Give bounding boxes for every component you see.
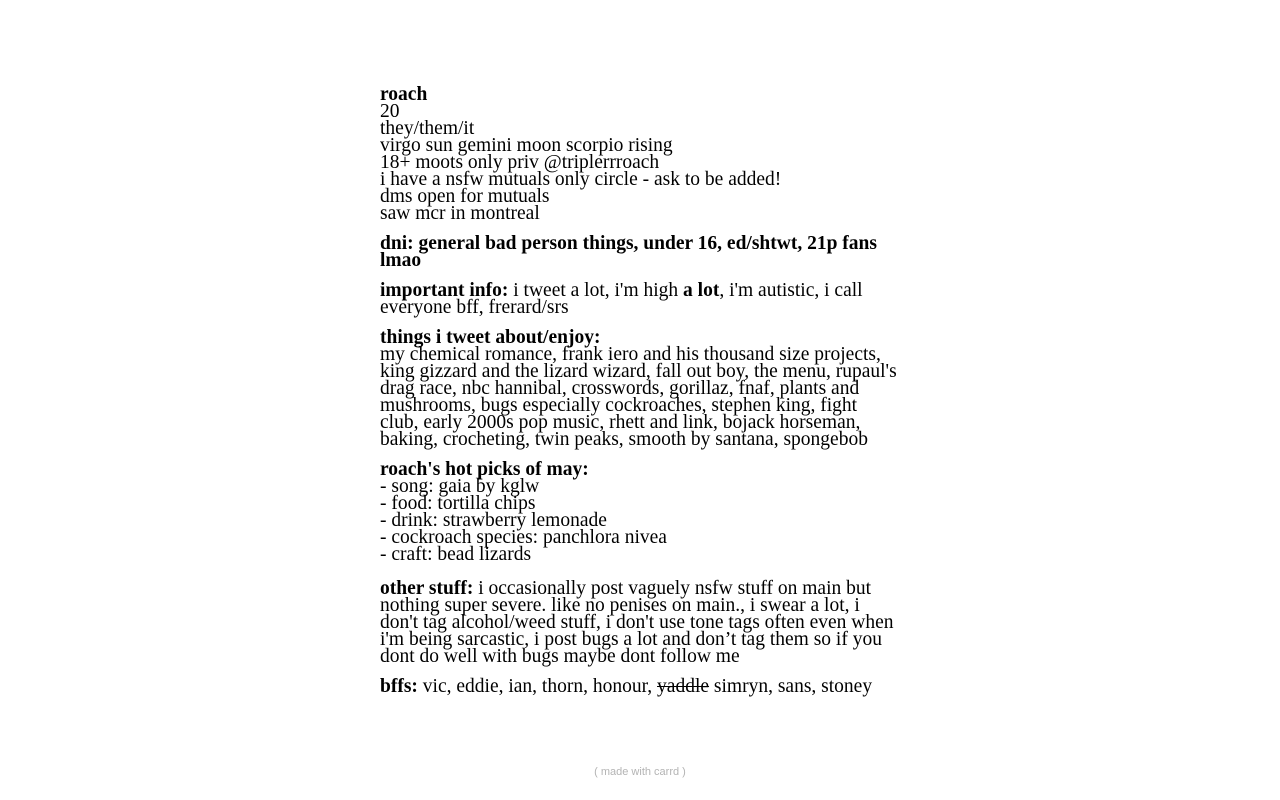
other-stuff-section <box>380 580 900 665</box>
hot-pick-drink: - drink: strawberry lemonade <box>380 510 607 531</box>
bffs-struck-name: yaddle <box>657 676 710 697</box>
profile-pronouns: they/them/it <box>380 118 475 139</box>
hot-pick-song: - song: gaia by kglw <box>380 476 540 497</box>
things-section <box>380 329 900 448</box>
profile-content <box>380 86 900 695</box>
hot-picks-label: roach's hot picks of may: <box>380 459 589 480</box>
hot-picks-section <box>380 461 900 563</box>
important-info-section <box>380 282 900 316</box>
bffs-text-before: vic, eddie, ian, thorn, honour, <box>417 676 658 697</box>
profile-name: roach <box>380 84 428 105</box>
hot-pick-food: - food: tortilla chips <box>380 493 536 514</box>
things-text: my chemical romance, frank iero and his thousand size projects, king gizzard and the lizard wizard, fall out boy, the menu, rupaul's drag race, nbc hannibal, crosswords, gorillaz, fnaf, plants and mushrooms, bugs especially cockroaches, stephen king, fight club, early 2000s pop music, rhett and link, bojack horseman, baking, crocheting, twin peaks, smooth by santana, spongebob <box>380 344 897 450</box>
profile-nsfw-circle: i have a nsfw mutuals only circle - ask to be added! <box>380 169 782 190</box>
profile-dms: dms open for mutuals <box>380 186 550 207</box>
hot-pick-cockroach: - cockroach species: panchlora nivea <box>380 527 667 548</box>
profile-astrology: virgo sun gemini moon scorpio rising <box>380 135 673 156</box>
important-info-text-before: i tweet a lot, i'm high <box>508 280 684 301</box>
other-stuff-label: other stuff: <box>380 578 474 599</box>
bffs-section <box>380 678 900 695</box>
other-stuff-text: i occasionally post vaguely nsfw stuff on main but nothing super severe. like no penises on main., i swear a lot, i don't tag alcohol/weed stuff, i don't use tone tags often even when i'm being sarcastic, i post bugs a lot and don’t tag them so if you dont do well with bugs maybe dont follow me <box>380 578 894 667</box>
bffs-label: bffs: <box>380 676 418 697</box>
important-info-label: important info: <box>380 280 509 301</box>
bffs-text-after: simryn, sans, stoney <box>709 676 873 697</box>
dni-text: dni: general bad person things, under 16, ed/shtwt, 21p fans lmao <box>380 233 877 271</box>
made-with-carrd-link[interactable]: ( made with carrd ) <box>594 766 686 778</box>
profile-priv-account: 18+ moots only priv @triplerrroach <box>380 152 660 173</box>
profile-age: 20 <box>380 101 400 122</box>
profile-concert: saw mcr in montreal <box>380 203 540 224</box>
dni-section <box>380 235 900 269</box>
important-info-text-after: , i'm autistic, i call everyone bff, frerard/srs <box>380 280 863 318</box>
important-info-emphasis: a lot <box>683 280 720 301</box>
hot-pick-craft: - craft: bead lizards <box>380 544 532 565</box>
profile-intro <box>380 86 900 222</box>
things-label: things i tweet about/enjoy: <box>380 327 601 348</box>
